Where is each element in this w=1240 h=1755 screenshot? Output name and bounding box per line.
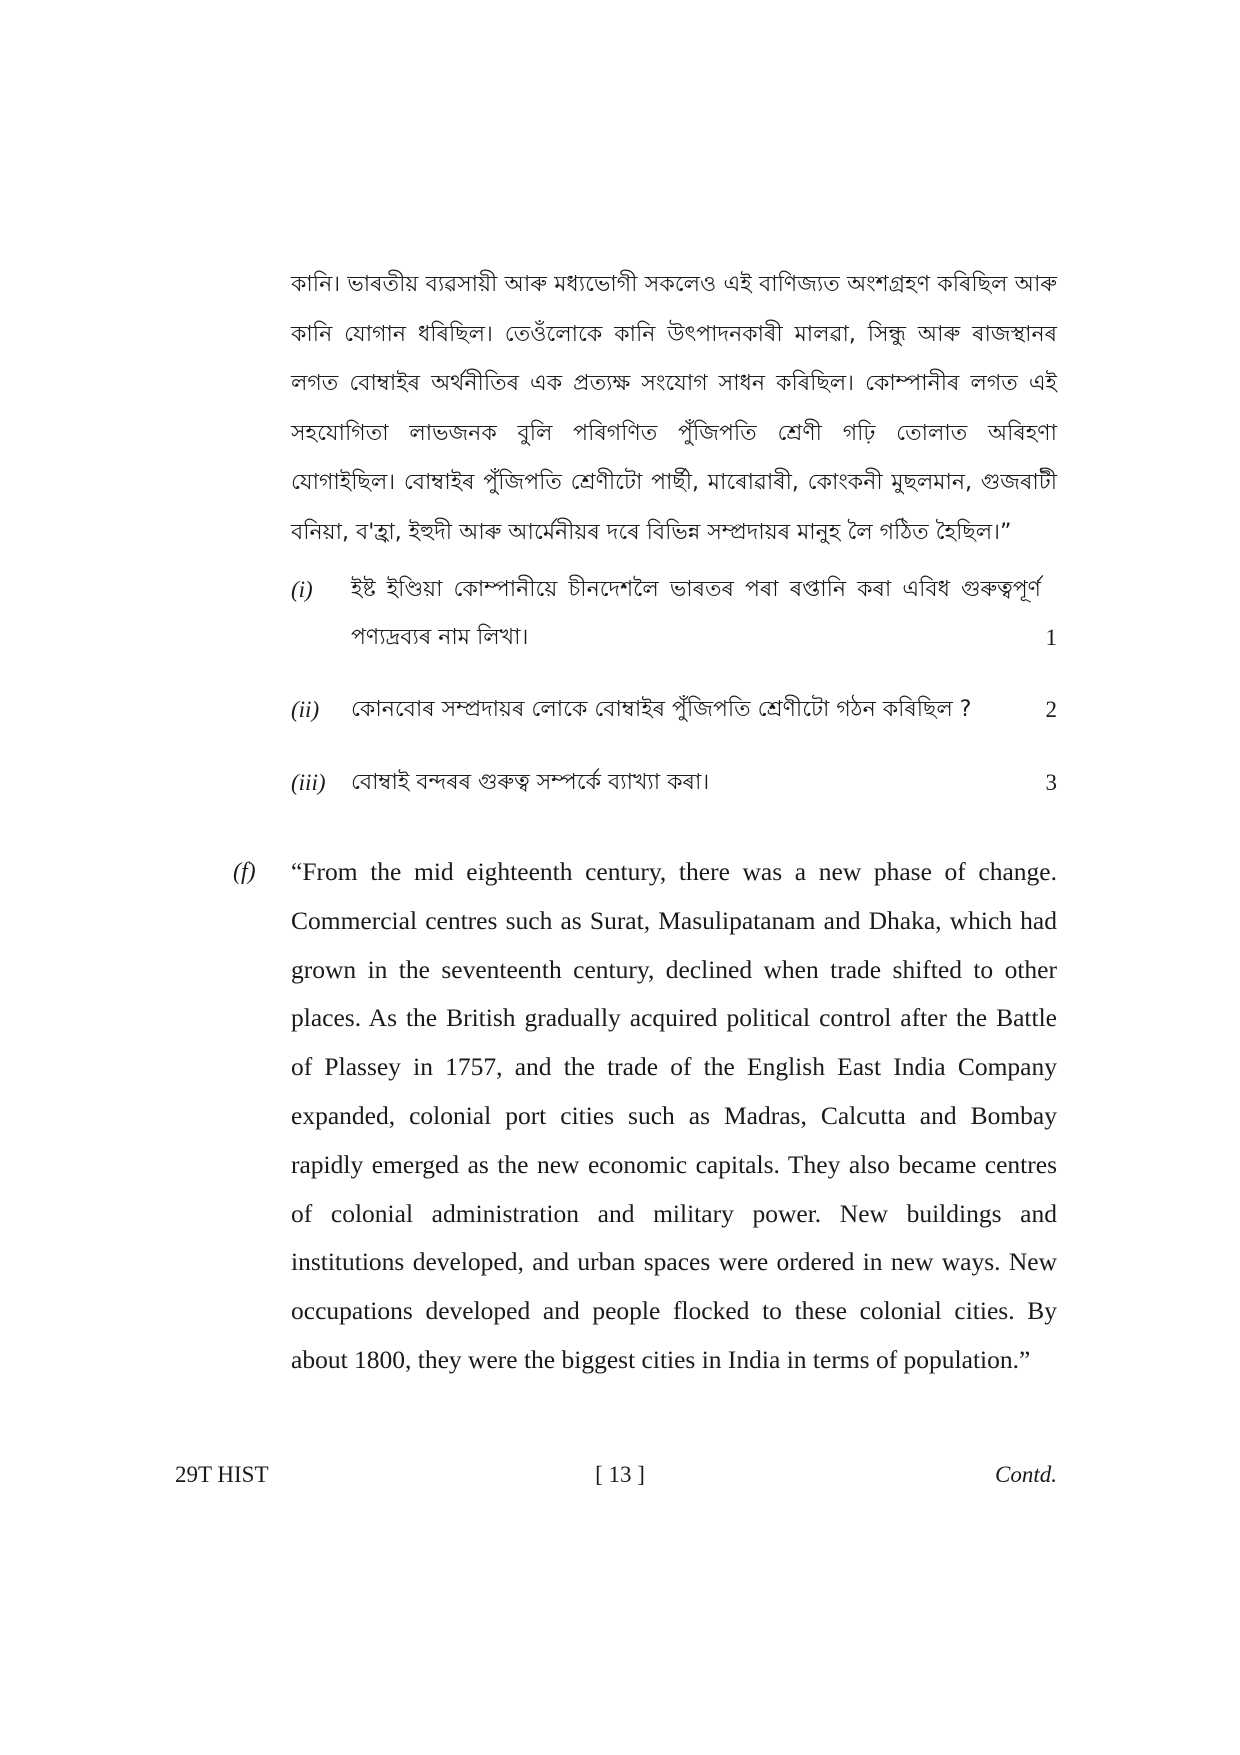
- section-f-label: (f): [233, 859, 256, 885]
- assamese-passage: কানি। ভাৰতীয় ব্যৱসায়ী আৰু মধ্যভোগী সকলেও এই বাণিজ্যত অংশগ্ৰহণ কৰিছিল আৰু কানি যোগান ধৰিছিল। তেওঁলোকে কানি উৎপাদনকাৰী মালৱা, সিন্ধু আৰু ৰাজস্থানৰ লগত বোম্বাইৰ অৰ্থনীতিৰ এক প্ৰত্যক্ষ সংযোগ সাধন কৰিছিল। কোম্পানীৰ লগত এই সহযোগিতা লাভজনক বুলি পৰিগণিত পুঁজিপতি শ্ৰেণী গঢ়ি তোলাত অৰিহণা যোগাইছিল। বোম্বাইৰ পুঁজিপতি শ্ৰেণীটো পাৰ্ছী, মাৰোৱাৰী, কোংকনী মুছলমান, গুজৰাটী বনিয়া, ব'হ্ৰা, ইহুদী আৰু আৰ্মেনীয়ৰ দৰে বিভিন্ন সম্প্ৰদায়ৰ মানুহ লৈ গঠিত হৈছিল।”: [291, 272, 1057, 545]
- question-text: ইষ্ট ইণ্ডিয়া কোম্পানীয়ে চীনদেশলৈ ভাৰতৰ পৰা ৰপ্তানি কৰা এবিধ গুৰুত্বপূৰ্ণ পণ্যদ্ৰব্যৰ নাম লিখা।: [351, 577, 1041, 650]
- question-number: (iii): [291, 770, 326, 795]
- question-text: বোম্বাই বন্দৰৰ গুৰুত্ব সম্পৰ্কে ব্যাখ্যা কৰা।: [351, 770, 710, 795]
- question-marks: 1: [1045, 625, 1057, 650]
- paper-code: 29T HIST: [175, 1462, 269, 1487]
- question-marks: 2: [1045, 697, 1057, 722]
- question-iii: [291, 759, 1057, 807]
- page-number: [ 13 ]: [595, 1462, 645, 1487]
- question-ii: [291, 686, 1057, 734]
- question-marks: 3: [1045, 770, 1057, 795]
- question-number: (i): [291, 577, 313, 602]
- english-passage: “From the mid eighteenth century, there was a new phase of change. Commercial centres such as Surat, Masulipatanam and Dhaka, which had grown in the seventeenth century, declined when trade shifted to other places. As the British gradually acquired political control after the Battle of Plassey in 1757, and the trade of the English East India Company expanded, colonial port cities such as Madras, Calcutta and Bombay rapidly emerged as the new economic capitals. They also became centres of colonial administration and military power. New buildings and institutions developed, and urban spaces were ordered in new ways. New occupations developed and people flocked to these colonial cities. By about 1800, they were the biggest cities in India in terms of population.”: [291, 857, 1057, 1374]
- question-text: কোনবোৰ সম্প্ৰদায়ৰ লোকে বোম্বাইৰ পুঁজিপতি শ্ৰেণীটো গঠন কৰিছিল ?: [351, 697, 972, 722]
- question-i: [291, 566, 1057, 662]
- question-number: (ii): [291, 697, 320, 722]
- contd-label: Contd.: [995, 1462, 1057, 1487]
